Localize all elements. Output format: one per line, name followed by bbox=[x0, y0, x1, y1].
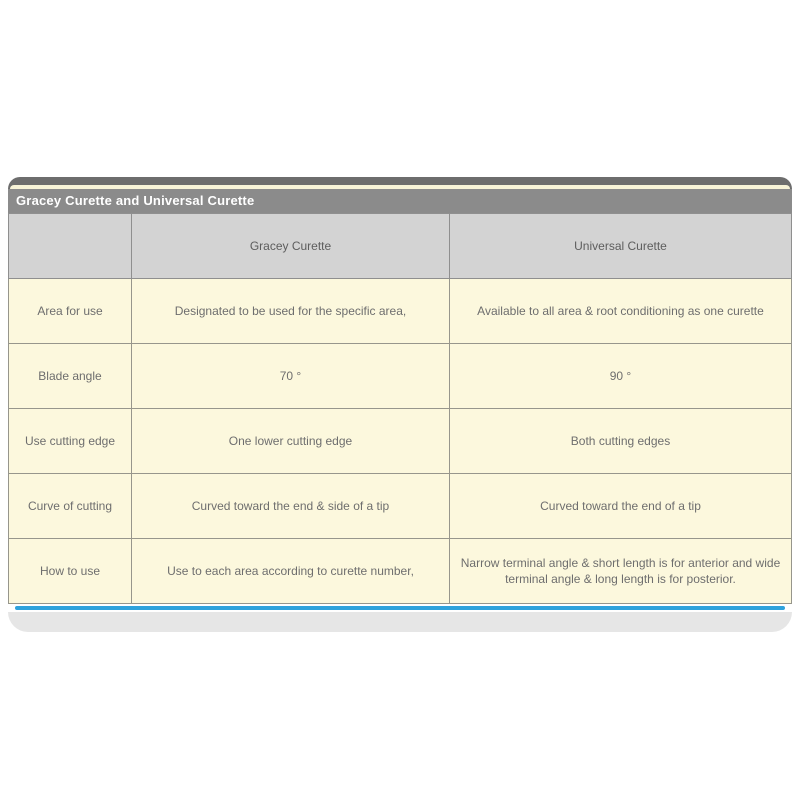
column-header-gracey: Gracey Curette bbox=[132, 214, 450, 279]
universal-cell: Curved toward the end of a tip bbox=[450, 474, 792, 539]
table-header-row bbox=[9, 214, 792, 279]
column-header-empty bbox=[9, 214, 132, 279]
card-top-border bbox=[8, 177, 792, 189]
comparison-table bbox=[8, 213, 792, 604]
row-label: Blade angle bbox=[9, 344, 132, 409]
row-label: Area for use bbox=[9, 279, 132, 344]
gracey-cell: Use to each area according to curette number, bbox=[132, 539, 450, 604]
universal-cell: Narrow terminal angle & short length is for anterior and wide terminal angle & long length is for posterior. bbox=[450, 539, 792, 604]
comparison-card bbox=[8, 177, 792, 632]
row-label: Curve of cutting bbox=[9, 474, 132, 539]
table-row bbox=[9, 344, 792, 409]
gracey-cell: Designated to be used for the specific area, bbox=[132, 279, 450, 344]
card-title: Gracey Curette and Universal Curette bbox=[8, 189, 792, 213]
gracey-cell: 70 ° bbox=[132, 344, 450, 409]
card-bottom-shadow bbox=[8, 612, 792, 632]
card-top-inner-strip bbox=[10, 185, 790, 189]
bottom-accent-line bbox=[15, 606, 785, 610]
column-header-universal: Universal Curette bbox=[450, 214, 792, 279]
row-label: How to use bbox=[9, 539, 132, 604]
gracey-cell: One lower cutting edge bbox=[132, 409, 450, 474]
table-row bbox=[9, 474, 792, 539]
row-label: Use cutting edge bbox=[9, 409, 132, 474]
universal-cell: Both cutting edges bbox=[450, 409, 792, 474]
universal-cell: Available to all area & root conditioning as one curette bbox=[450, 279, 792, 344]
universal-cell: 90 ° bbox=[450, 344, 792, 409]
table-row bbox=[9, 409, 792, 474]
table-row bbox=[9, 279, 792, 344]
gracey-cell: Curved toward the end & side of a tip bbox=[132, 474, 450, 539]
table-row bbox=[9, 539, 792, 604]
